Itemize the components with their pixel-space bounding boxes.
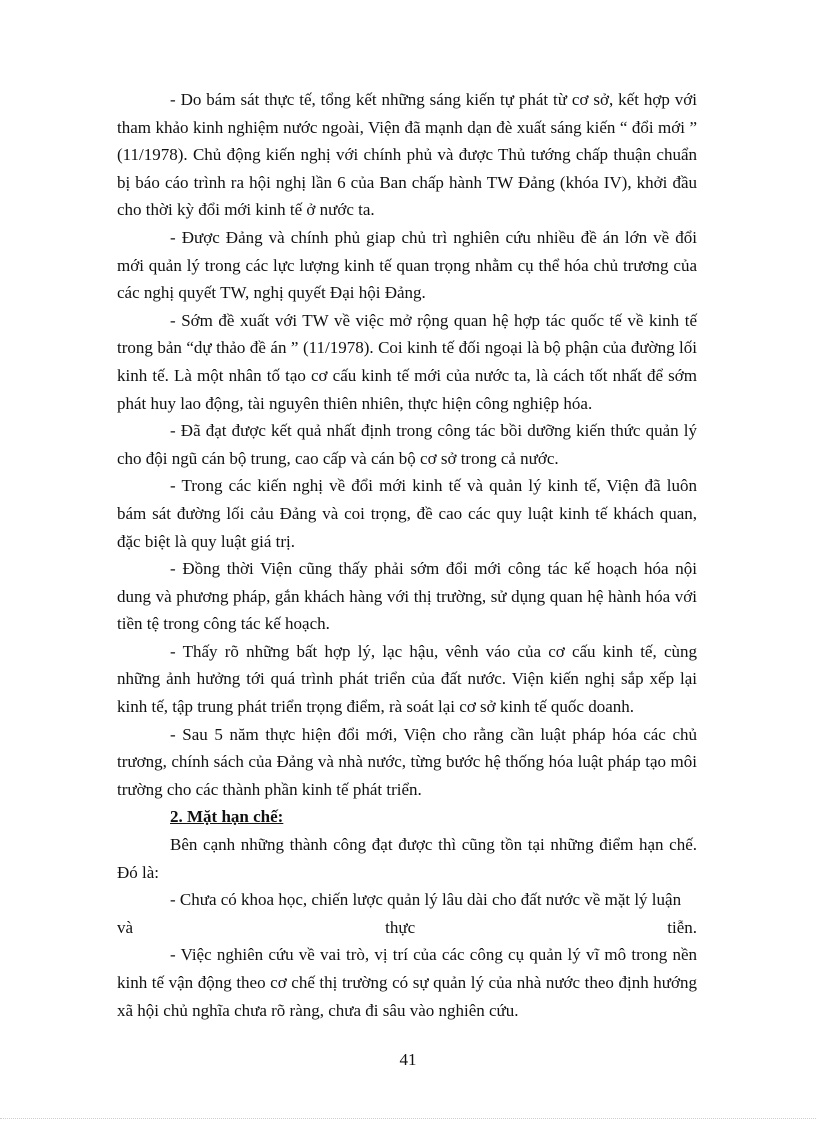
word-middle: thực	[385, 917, 416, 937]
paragraph: - Đã đạt được kết quả nhất định trong công tác bồi dưỡng kiến thức quản lý cho đội ngũ cán bộ trung, cao cấp và cán bộ cơ sở trong cả nước.	[117, 421, 697, 468]
word-left: và	[117, 917, 134, 937]
paragraph: Bên cạnh những thành công đạt được thì cũng tồn tại những điểm hạn chế. Đó là:	[117, 835, 697, 882]
paragraph: - Sau 5 năm thực hiện đổi mới, Viện cho rằng cần luật pháp hóa các chủ trương, chính sách của Đảng và nhà nước, từng bước hệ thống hóa luật pháp tạo môi trường cho các thành phần kinh tế phát triển.	[117, 724, 697, 799]
paragraph: - Chưa có khoa học, chiến lược quản lý lâu dài cho đất nước về mặt lý luận	[170, 890, 682, 910]
paragraph: - Thấy rõ những bất hợp lý, lạc hậu, vênh váo của cơ cấu kinh tế, cùng những ảnh hưởng tới quá trình phát triển của đất nước. Viện kiến nghị sắp xếp lại kinh tế, tập trung phát triển trọng điểm, rà soát lại cơ sở kinh tế quốc doanh.	[117, 641, 697, 717]
word-right: tiễn.	[667, 917, 697, 937]
page-number: 41	[399, 1050, 417, 1069]
page-bottom-divider	[0, 1118, 816, 1119]
paragraph: - Sớm đề xuất với TW về việc mở rộng quan hệ hợp tác quốc tế về kinh tế trong bản “dự thảo đề án ” (11/1978). Coi kinh tế đối ngoại là bộ phận của đường lối kinh tế. Là một nhân tố tạo cơ cấu kinh tế mới của nước ta, là cách tốt nhất để sớm phát huy lao động, tài nguyên thiên nhiên, thực hiện công nghiệp hóa.	[117, 310, 697, 413]
justified-continuation-line	[117, 914, 697, 942]
page-body	[117, 86, 697, 1024]
paragraph: - Đồng thời Viện cũng thấy phải sớm đổi mới công tác kế hoạch hóa nội dung và phương pháp, gắn khách hàng với thị trường, sử dụng quan hệ hành hóa với tiền tệ trong công tác kế hoạch.	[117, 559, 697, 634]
paragraph: - Do bám sát thực tế, tổng kết những sáng kiến tự phát từ cơ sở, kết hợp với tham khảo kinh nghiệm nước ngoài, Viện đã mạnh dạn đè xuất sáng kiến “ đổi mới ” (11/1978). Chủ động kiến nghị với chính phủ và được Thủ tướng chấp thuận chuẩn bị báo cáo trình ra hội nghị lần 6 của Ban chấp hành TW Đảng (khóa IV), khởi đầu cho thời kỳ đổi mới kinh tế ở nước ta.	[117, 90, 697, 220]
paragraph: - Được Đảng và chính phủ giap chủ trì nghiên cứu nhiều đề án lớn về đổi mới quản lý trong các lực lượng kinh tế quan trọng nhằm cụ thể hóa chủ trương của các nghị quyết TW, nghị quyết Đại hội Đảng.	[117, 227, 697, 303]
section-heading	[117, 803, 697, 831]
section-heading-text: 2. Mặt hạn chế:	[170, 807, 284, 827]
paragraph: - Việc nghiên cứu về vai trò, vị trí của các công cụ quản lý vĩ mô trong nền kinh tế vận động theo cơ chế thị trường có sự quản lý của nhà nước theo định hướng xã hội chủ nghĩa chưa rõ ràng, chưa đi sâu vào nghiên cứu.	[117, 945, 697, 1020]
paragraph: - Trong các kiến nghị về đổi mới kinh tế và quản lý kinh tế, Viện đã luôn bám sát đường lối cảu Đảng và coi trọng, đề cao các quy luật kinh tế khách quan, đặc biệt là quy luật giá trị.	[117, 476, 697, 551]
